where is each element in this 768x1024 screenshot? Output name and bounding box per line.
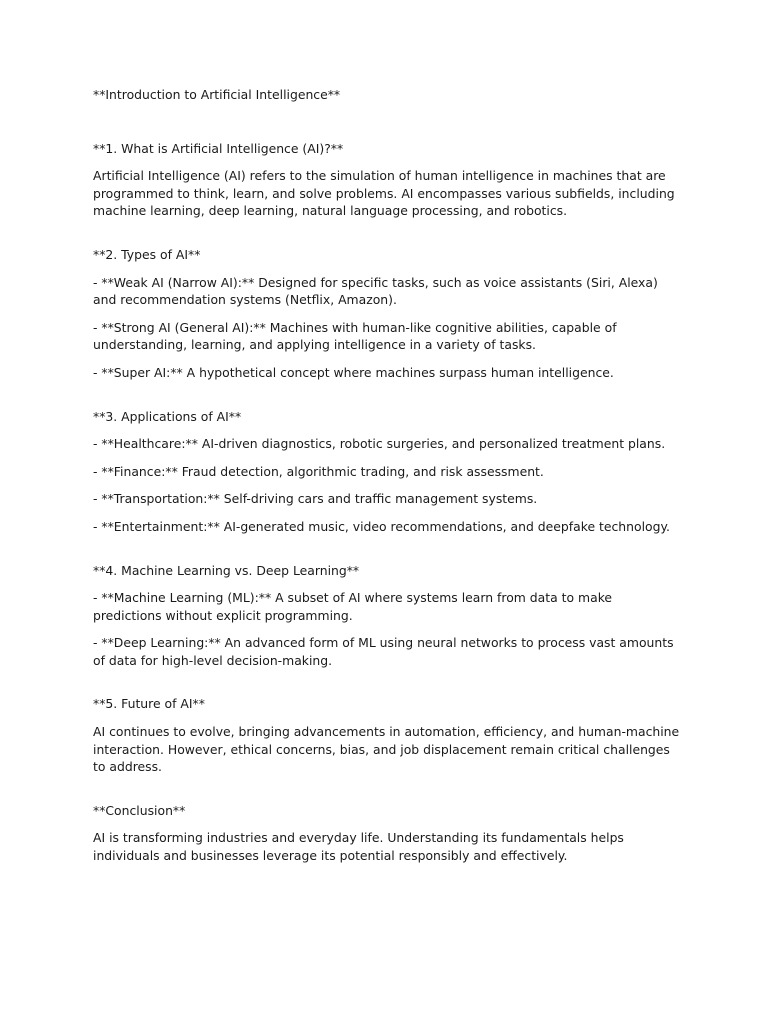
section-paragraph: Artificial Intelligence (AI) refers to the simulation of human intelligence in machines that are programmed to think, learn, and solve problems. AI encompasses various subfields, including machine learning, deep learning, natural language processing, and robotics. [93, 168, 675, 219]
section-applications-of-ai [93, 408, 683, 536]
list-item: - **Strong AI (General AI):** Machines with human-like cognitive abilities, capable of understanding, learning, and applying intelligence in a variety of tasks. [93, 319, 617, 353]
list-item: - **Super AI:** A hypothetical concept where machines surpass human intelligence. [93, 364, 614, 380]
list-item: - **Deep Learning:** An advanced form of ML using neural networks to process vast amounts of data for high-level decision-making. [93, 635, 674, 668]
list-item: - **Healthcare:** AI-driven diagnostics, robotic surgeries, and personalized treatment plans. [93, 436, 666, 452]
section-ml-vs-dl [93, 562, 683, 670]
section-conclusion [93, 802, 683, 865]
section-paragraph: AI is transforming industries and everyday life. Understanding its fundamentals helps individuals and businesses leverage its potential responsibly and effectively. [93, 830, 624, 864]
section-heading: **1. What is Artificial Intelligence (AI)?** [93, 140, 344, 156]
list-item: - **Finance:** Fraud detection, algorithmic trading, and risk assessment. [93, 463, 544, 479]
list-item: - **Entertainment:** AI-generated music, video recommendations, and deepfake technology. [93, 518, 670, 534]
section-future-of-ai [93, 695, 683, 775]
section-heading: **3. Applications of AI** [93, 408, 242, 424]
section-heading: **5. Future of AI** [93, 696, 205, 712]
section-paragraph: AI continues to evolve, bringing advancements in automation, efficiency, and human-machine interaction. However, ethical concerns, bias, and job displacement remain critical challenges to address. [93, 724, 680, 775]
list-item: - **Weak AI (Narrow AI):** Designed for specific tasks, such as voice assistants (Siri, Alexa) and recommendation systems (Netflix, Amazon). [93, 274, 658, 308]
document-page [93, 86, 683, 875]
document-title: **Introduction to Artificial Intelligence** [93, 87, 341, 102]
section-types-of-ai [93, 246, 683, 382]
section-heading: **4. Machine Learning vs. Deep Learning** [93, 562, 360, 578]
section-heading: **Conclusion** [93, 802, 186, 818]
section-heading: **2. Types of AI** [93, 246, 201, 262]
section-what-is-ai [93, 140, 683, 220]
list-item: - **Machine Learning (ML):** A subset of AI where systems learn from data to make predictions without explicit programming. [93, 590, 613, 623]
list-item: - **Transportation:** Self-driving cars and traffic management systems. [93, 491, 538, 507]
